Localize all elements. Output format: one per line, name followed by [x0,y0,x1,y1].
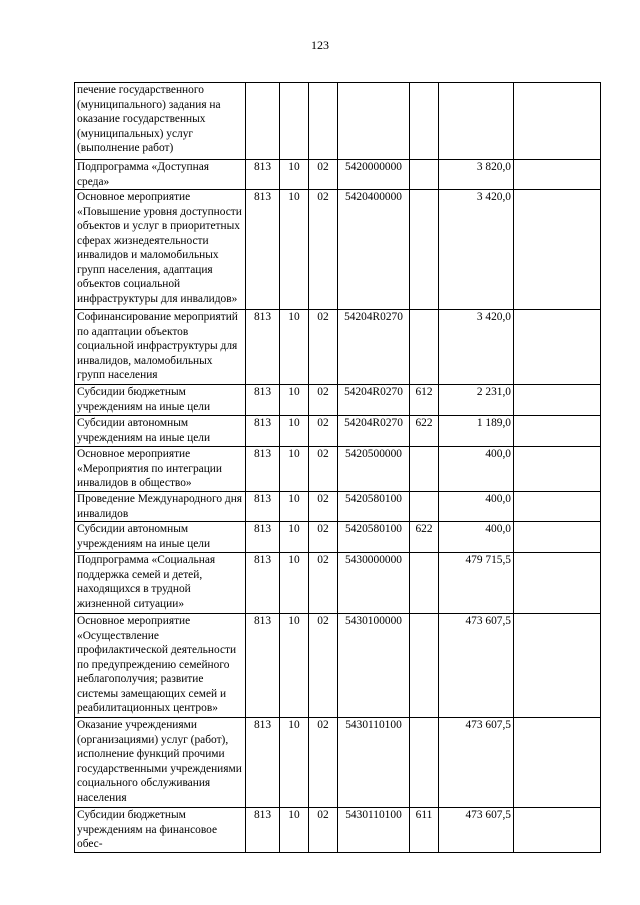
cell-extra [514,808,601,853]
cell-ministry-code: 813 [246,718,280,808]
table-row [75,492,601,522]
cell-ministry-code: 813 [246,492,280,522]
cell-target-article: 5420400000 [338,190,410,310]
page-number: 123 [311,38,329,52]
cell-target-article: 5420500000 [338,447,410,492]
cell-target-article: 54204R0270 [338,310,410,385]
cell-target-article: 5430100000 [338,614,410,718]
cell-amount: 400,0 [439,447,514,492]
cell-expense-type [410,83,439,160]
cell-subsection: 02 [309,808,338,853]
cell-section: 10 [280,190,309,310]
cell-subsection: 02 [309,522,338,553]
cell-subsection: 02 [309,553,338,614]
cell-name: Софинансирование мероприятий по адаптации объектов социальной инфраструктуры для инвалидов, маломобильных групп населения [75,310,246,385]
cell-subsection: 02 [309,310,338,385]
table-body [75,83,601,853]
cell-extra [514,160,601,190]
cell-amount: 3 820,0 [439,160,514,190]
budget-table [74,82,601,853]
cell-section: 10 [280,553,309,614]
cell-extra [514,190,601,310]
cell-section: 10 [280,522,309,553]
cell-expense-type [410,718,439,808]
cell-section: 10 [280,492,309,522]
table-row [75,416,601,447]
cell-ministry-code: 813 [246,808,280,853]
cell-target-article: 54204R0270 [338,385,410,416]
cell-section: 10 [280,447,309,492]
cell-target-article: 5420000000 [338,160,410,190]
cell-section: 10 [280,808,309,853]
cell-name: Основное мероприятие «Мероприятия по интеграции инвалидов в общество» [75,447,246,492]
cell-ministry-code [246,83,280,160]
cell-amount: 400,0 [439,522,514,553]
table-row [75,614,601,718]
cell-ministry-code: 813 [246,447,280,492]
cell-target-article: 5420580100 [338,492,410,522]
cell-extra [514,492,601,522]
cell-expense-type [410,553,439,614]
table-row [75,522,601,553]
cell-amount: 1 189,0 [439,416,514,447]
cell-name: Основное мероприятие «Повышение уровня доступности объектов и услуг в приоритетных сферах жизнедеятельности инвалидов и маломобильных групп населения, адаптация объектов социальной инфраструктуры для инвалидов» [75,190,246,310]
cell-target-article [338,83,410,160]
cell-target-article: 5430110100 [338,718,410,808]
cell-section: 10 [280,718,309,808]
cell-name: Субсидии автономным учреждениям на иные цели [75,416,246,447]
cell-amount [439,83,514,160]
cell-expense-type [410,614,439,718]
cell-expense-type [410,190,439,310]
cell-subsection: 02 [309,385,338,416]
cell-ministry-code: 813 [246,160,280,190]
cell-extra [514,614,601,718]
cell-expense-type: 611 [410,808,439,853]
cell-name: Субсидии бюджетным учреждениям на финансовое обес- [75,808,246,853]
cell-section: 10 [280,416,309,447]
cell-subsection: 02 [309,190,338,310]
cell-expense-type [410,492,439,522]
cell-section: 10 [280,385,309,416]
cell-name: Проведение Международного дня инвалидов [75,492,246,522]
cell-section: 10 [280,160,309,190]
cell-target-article: 5430110100 [338,808,410,853]
cell-subsection: 02 [309,416,338,447]
cell-expense-type: 612 [410,385,439,416]
cell-ministry-code: 813 [246,614,280,718]
table-row [75,385,601,416]
table-row [75,808,601,853]
cell-ministry-code: 813 [246,416,280,447]
cell-amount: 400,0 [439,492,514,522]
cell-section: 10 [280,310,309,385]
cell-extra [514,447,601,492]
cell-amount: 3 420,0 [439,310,514,385]
table-row [75,553,601,614]
cell-ministry-code: 813 [246,190,280,310]
cell-ministry-code: 813 [246,522,280,553]
cell-name: Субсидии автономным учреждениям на иные цели [75,522,246,553]
cell-name: Подпрограмма «Доступная среда» [75,160,246,190]
cell-extra [514,416,601,447]
cell-ministry-code: 813 [246,553,280,614]
cell-expense-type: 622 [410,416,439,447]
cell-name: Подпрограмма «Социальная поддержка семей и детей, находящихся в трудной жизненной ситуации» [75,553,246,614]
cell-amount: 473 607,5 [439,718,514,808]
cell-subsection: 02 [309,718,338,808]
table-row [75,310,601,385]
cell-extra [514,522,601,553]
cell-expense-type [410,447,439,492]
cell-extra [514,310,601,385]
cell-subsection [309,83,338,160]
cell-expense-type: 622 [410,522,439,553]
cell-extra [514,553,601,614]
cell-section [280,83,309,160]
cell-amount: 479 715,5 [439,553,514,614]
cell-target-article: 5430000000 [338,553,410,614]
cell-section: 10 [280,614,309,718]
cell-amount: 3 420,0 [439,190,514,310]
cell-target-article: 54204R0270 [338,416,410,447]
table-row [75,190,601,310]
cell-extra [514,385,601,416]
table-row [75,83,601,160]
cell-expense-type [410,160,439,190]
cell-name: печение государственного (муниципального) задания на оказание государственных (муниципальных) услуг (выполнение работ) [75,83,246,160]
cell-extra [514,83,601,160]
cell-ministry-code: 813 [246,310,280,385]
cell-name: Субсидии бюджетным учреждениям на иные цели [75,385,246,416]
cell-subsection: 02 [309,614,338,718]
cell-name: Оказание учреждениями (организациями) услуг (работ), исполнение функций прочими государственными учреждениями социального обслуживания населения [75,718,246,808]
cell-amount: 473 607,5 [439,808,514,853]
cell-subsection: 02 [309,447,338,492]
cell-target-article: 5420580100 [338,522,410,553]
cell-extra [514,718,601,808]
cell-amount: 2 231,0 [439,385,514,416]
cell-subsection: 02 [309,160,338,190]
table-row [75,718,601,808]
cell-amount: 473 607,5 [439,614,514,718]
table-row [75,447,601,492]
cell-name: Основное мероприятие «Осуществление профилактической деятельности по предупреждению семейного неблагополучия; развитие системы замещающих семей и реабилитационных центров» [75,614,246,718]
cell-expense-type [410,310,439,385]
cell-ministry-code: 813 [246,385,280,416]
table-row [75,160,601,190]
cell-subsection: 02 [309,492,338,522]
